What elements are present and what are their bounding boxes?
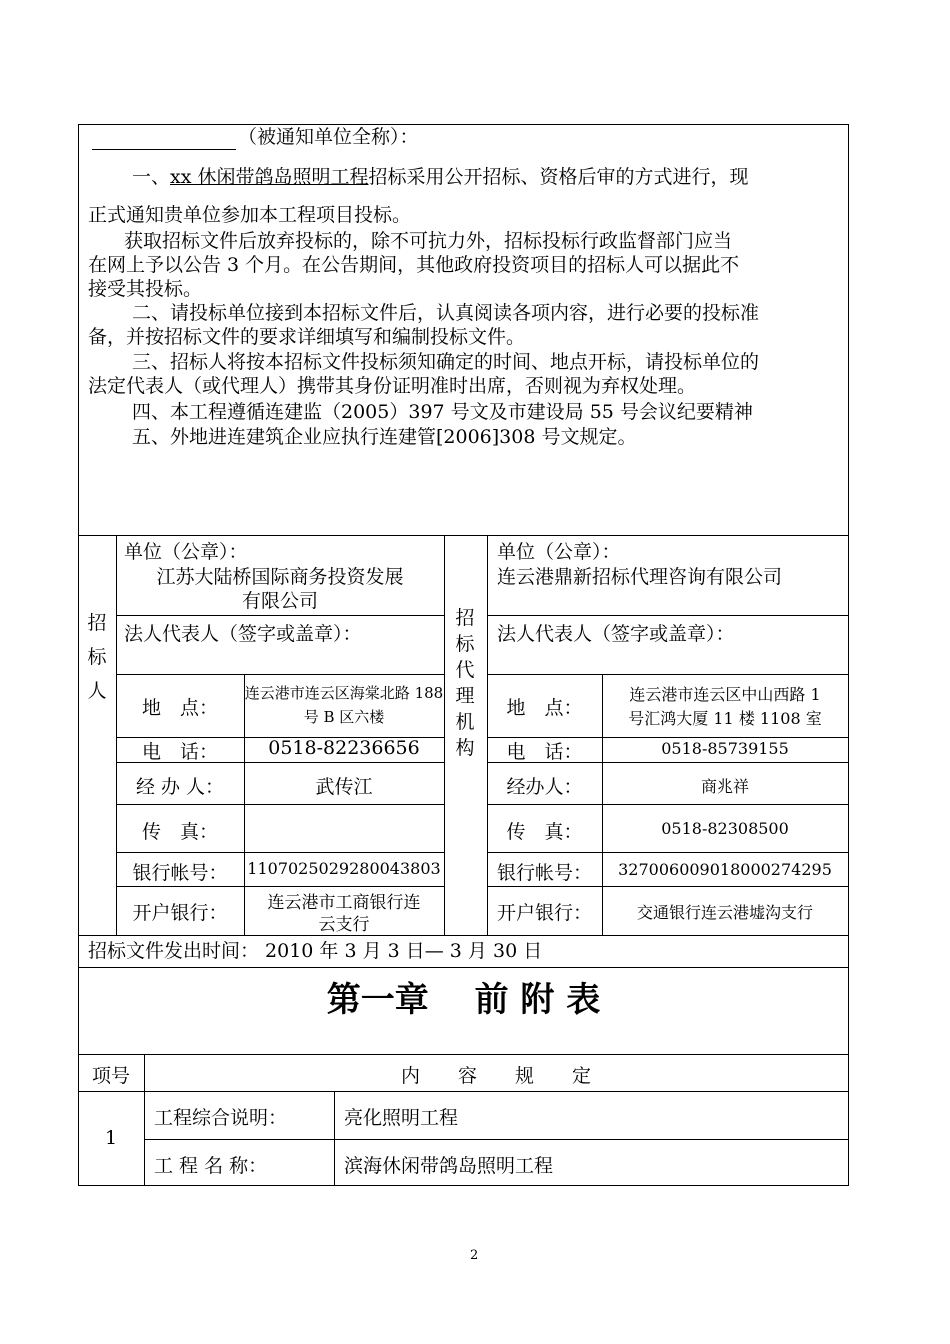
row-line-legal-agency <box>487 674 848 675</box>
notice-para2-line3: 接受其投标。 <box>88 278 203 300</box>
tenderer-unit-name-line2: 有限公司 <box>241 590 318 612</box>
row-line-unit <box>116 615 444 616</box>
agency-handler-label: 经办人： <box>506 776 583 798</box>
tenderer-address-label: 地 点： <box>141 697 218 719</box>
notice-para4-line2: 法定代表人（或代理人）携带其身份证明准时出席，否则视为弃权处理。 <box>88 375 697 397</box>
tenderer-legal-rep-label: 法人代表人（签字或盖章）： <box>124 623 362 645</box>
notice-para3-line2: 备，并按招标文件的要求详细填写和编制投标文件。 <box>88 326 526 348</box>
appendix-row-value1: 亮化照明工程 <box>344 1107 459 1129</box>
appendix-header-bottom <box>78 1091 849 1092</box>
tenderer-bank-line2: 云支行 <box>318 915 370 935</box>
tenderer-bank-account-label: 银行帐号： <box>132 862 228 884</box>
agency-phone: 0518-85739155 <box>661 739 789 758</box>
para1-rest: 招标采用公开招标、资格后审的方式进行，现 <box>368 166 749 188</box>
notice-para3-line1: 二、请投标单位接到本招标文件后，认真阅读各项内容，进行必要的投标准 <box>132 302 760 324</box>
row-line-account-agency <box>487 886 848 887</box>
tenderer-bank-line1: 连云港市工商银行连 <box>267 893 421 913</box>
appendix-row-label1: 工程综合说明： <box>154 1107 288 1129</box>
tenderer-phone: 0518-82236656 <box>268 737 420 759</box>
agency-address-line2: 号汇鸿大厦 11 楼 1108 室 <box>628 709 822 728</box>
notice-para2-line2: 在网上予以公告 3 个月。在公告期间，其他政府投资项目的招标人可以据此不 <box>88 254 740 276</box>
row-line-legal <box>116 674 444 675</box>
appendix-row-label2: 工 程 名 称： <box>154 1155 268 1177</box>
para1-prefix: 一、 <box>132 166 171 188</box>
row-line-handler <box>116 804 444 805</box>
tenderer-bank-label: 开户银行： <box>132 902 228 924</box>
tenderer-bank-account: 1107025029280043803 <box>247 859 441 878</box>
recipient-blank-line <box>92 149 236 150</box>
agency-fax: 0518-82308500 <box>661 819 789 838</box>
sign-block-top <box>78 535 849 536</box>
appendix-col-no: 项号 <box>91 1065 130 1087</box>
recipient-label: （被通知单位全称）： <box>238 126 419 148</box>
chapter-title: 第一章 前 附 表 <box>326 980 601 1020</box>
row-line-fax <box>116 852 444 853</box>
tenderer-handler-label: 经 办 人： <box>135 776 225 798</box>
row-line-fax-agency <box>487 852 848 853</box>
tenderer-handler: 武传江 <box>315 776 373 798</box>
tenderer-side-label: 招 标 人 <box>87 612 107 702</box>
notice-para2-line1: 获取招标文件后放弃投标的，除不可抗力外，招标投标行政监督部门应当 <box>124 230 733 252</box>
agency-phone-label: 电 话： <box>506 741 583 763</box>
agency-bank-label: 开户银行： <box>496 902 592 924</box>
issue-time: 招标文件发出时间： 2010 年 3 月 3 日— 3 月 30 日 <box>88 940 543 962</box>
appendix-row-no: 1 <box>104 1127 118 1149</box>
chapter-title-bottom <box>78 1054 849 1055</box>
agency-bank: 交通银行连云港墟沟支行 <box>636 903 813 922</box>
agency-bank-account-label: 银行帐号： <box>496 862 592 884</box>
para1-project: xx 休闲带鸽岛照明工程 <box>170 166 369 188</box>
table-bottom-border <box>78 1185 849 1186</box>
notice-para1-line1 <box>132 165 749 189</box>
tenderer-address-line1: 连云港市连云区海棠北路 188 <box>244 684 444 702</box>
center-sep-left <box>444 535 445 935</box>
agency-handler: 商兆祥 <box>700 777 749 796</box>
issue-time-bottom <box>78 967 849 968</box>
agency-bank-account: 327006009018000274295 <box>618 860 832 879</box>
tenderer-unit-label: 单位（公章）： <box>124 541 248 563</box>
agency-fax-label: 传 真： <box>506 821 583 843</box>
tenderer-fax-label: 传 真： <box>141 821 218 843</box>
table-right-border <box>848 124 849 1186</box>
agency-address-line1: 连云港市连云区中山西路 1 <box>629 685 821 704</box>
notice-para5: 四、本工程遵循连建监（2005）397 号文及市建设局 55 号会议纪要精神 <box>132 401 753 423</box>
table-top-border <box>78 124 849 125</box>
appendix-row-split <box>144 1139 849 1140</box>
tenderer-unit-name-line1: 江苏大陆桥国际商务投资发展 <box>156 566 404 588</box>
appendix-col-content: 内 容 规 定 <box>400 1065 591 1087</box>
agency-address-label: 地 点： <box>506 697 583 719</box>
tenderer-phone-label: 电 话： <box>141 741 218 763</box>
notice-para6: 五、外地进连建筑企业应执行连建管[2006]308 号文规定。 <box>132 426 637 448</box>
agency-side-label: 招 标 代 理 机 构 <box>455 607 475 759</box>
agency-unit-label: 单位（公章）： <box>497 541 621 563</box>
agency-unit-name: 连云港鼎新招标代理咨询有限公司 <box>497 566 783 588</box>
row-line-handler-agency <box>487 804 848 805</box>
table-left-border <box>78 124 79 1186</box>
notice-para1-line2: 正式通知贵单位参加本工程项目投标。 <box>88 204 412 226</box>
agency-legal-rep-label: 法人代表人（签字或盖章）： <box>497 623 735 645</box>
notice-para4-line1: 三、招标人将按本招标文件投标须知确定的时间、地点开标，请投标单位的 <box>132 351 760 373</box>
row-line-unit-agency <box>487 615 848 616</box>
tenderer-address-line2: 号 B 区六楼 <box>303 708 385 726</box>
row-line-account <box>116 886 444 887</box>
appendix-row-value2: 滨海休闲带鸽岛照明工程 <box>344 1155 554 1177</box>
page-number: 2 <box>470 1248 479 1263</box>
